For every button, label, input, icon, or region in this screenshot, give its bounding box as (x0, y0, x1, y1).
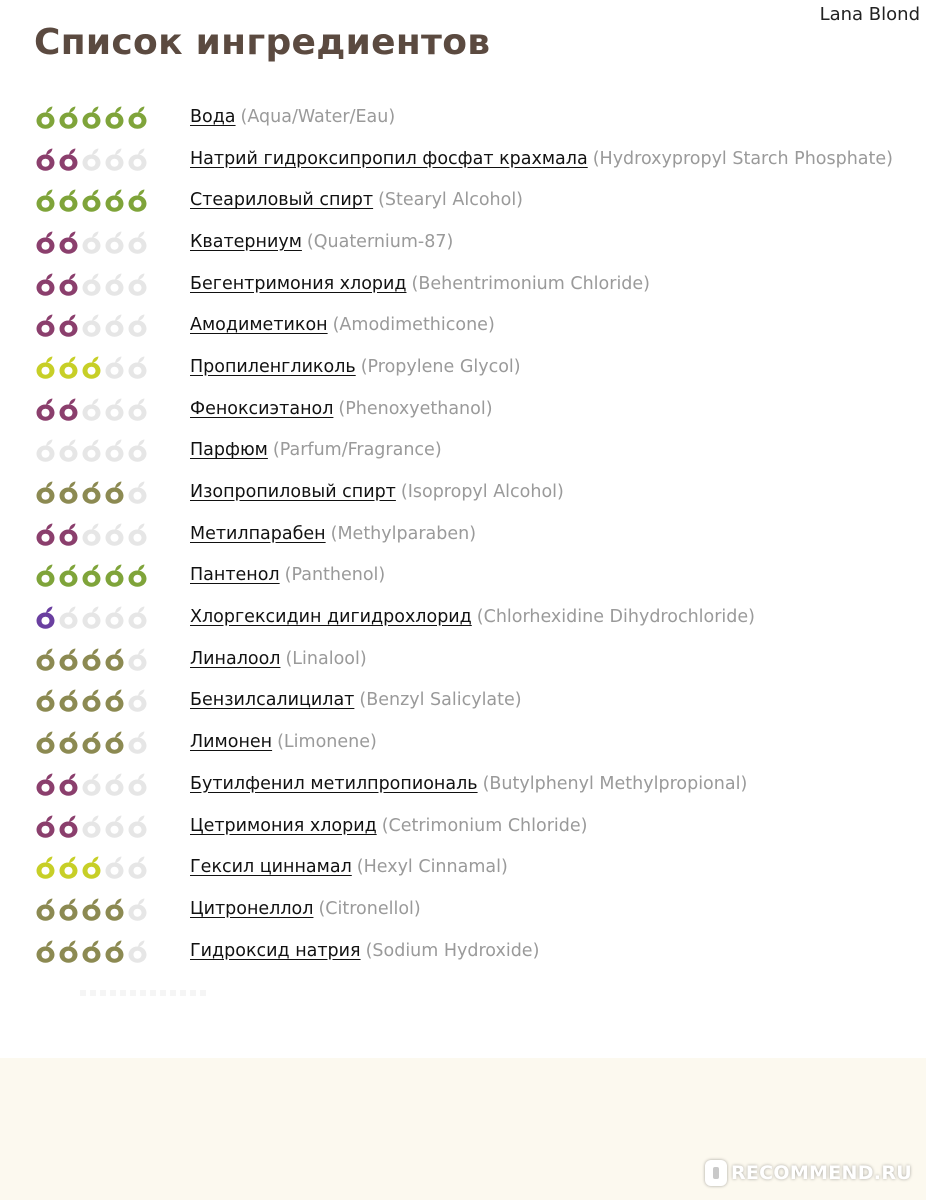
rating-apple-empty-icon (57, 437, 80, 463)
rating-apple-empty-icon (126, 604, 149, 630)
rating-apple-filled-icon (34, 187, 57, 213)
ingredient-name-link[interactable]: Бегентримония хлорид (190, 273, 407, 294)
ingredient-latin-name: (Sodium Hydroxide) (365, 940, 540, 961)
rating-apple-filled-icon (126, 562, 149, 588)
ingredient-latin-name: (Hexyl Cinnamal) (356, 857, 508, 878)
safety-rating (34, 646, 190, 672)
rating-apple-empty-icon (103, 854, 126, 880)
rating-apple-empty-icon (126, 229, 149, 255)
safety-rating (34, 312, 190, 338)
safety-rating (34, 229, 190, 255)
footer-area (0, 1058, 926, 1200)
ingredient-row (34, 638, 914, 680)
rating-apple-filled-icon (57, 354, 80, 380)
rating-apple-filled-icon (57, 938, 80, 964)
rating-apple-empty-icon (80, 396, 103, 422)
rating-apple-filled-icon (57, 646, 80, 672)
ingredient-name-link[interactable]: Бутилфенил метилпропиональ (190, 773, 478, 794)
rating-apple-filled-icon (80, 854, 103, 880)
safety-rating (34, 354, 190, 380)
safety-rating (34, 187, 190, 213)
rating-apple-filled-icon (34, 604, 57, 630)
ingredient-row (34, 888, 914, 930)
rating-apple-filled-icon (103, 187, 126, 213)
rating-apple-empty-icon (126, 938, 149, 964)
rating-apple-empty-icon (126, 146, 149, 172)
ingredient-name-link[interactable]: Лимонен (190, 732, 273, 753)
rating-apple-filled-icon (34, 646, 57, 672)
rating-apple-filled-icon (34, 354, 57, 380)
ingredient-row (34, 763, 914, 805)
ingredient-latin-name: (Methylparaben) (330, 523, 477, 544)
rating-apple-filled-icon (103, 729, 126, 755)
ingredient-row (34, 430, 914, 472)
rating-apple-filled-icon (57, 854, 80, 880)
ingredient-row (34, 221, 914, 263)
rating-apple-empty-icon (126, 729, 149, 755)
rating-apple-filled-icon (57, 479, 80, 505)
rating-apple-empty-icon (103, 771, 126, 797)
ingredient-name-link[interactable]: Парфюм (190, 440, 268, 461)
safety-rating (34, 271, 190, 297)
ingredient-row (34, 930, 914, 972)
rating-apple-filled-icon (57, 104, 80, 130)
rating-apple-filled-icon (57, 729, 80, 755)
rating-apple-empty-icon (126, 646, 149, 672)
ingredient-name-link[interactable]: Амодиметикон (190, 315, 328, 336)
ingredient-row (34, 471, 914, 513)
rating-apple-filled-icon (34, 229, 57, 255)
safety-rating (34, 687, 190, 713)
rating-apple-filled-icon (103, 938, 126, 964)
rating-apple-empty-icon (126, 396, 149, 422)
ingredient-name-link[interactable]: Пантенол (190, 565, 280, 586)
rating-apple-empty-icon (103, 271, 126, 297)
ingredient-name-link[interactable]: Хлоргексидин дигидрохлорид (190, 607, 472, 628)
safety-rating (34, 521, 190, 547)
rating-apple-filled-icon (57, 146, 80, 172)
rating-apple-filled-icon (57, 312, 80, 338)
rating-apple-empty-icon (126, 771, 149, 797)
rating-apple-filled-icon (34, 271, 57, 297)
safety-rating (34, 479, 190, 505)
rating-apple-empty-icon (103, 229, 126, 255)
rating-apple-filled-icon (80, 687, 103, 713)
safety-rating (34, 562, 190, 588)
ingredient-row (34, 304, 914, 346)
rating-apple-filled-icon (57, 396, 80, 422)
rating-apple-empty-icon (126, 687, 149, 713)
rating-apple-filled-icon (57, 771, 80, 797)
ingredient-list (34, 96, 914, 971)
ingredient-row (34, 138, 914, 180)
rating-apple-empty-icon (80, 312, 103, 338)
safety-rating (34, 896, 190, 922)
ingredient-latin-name: (Hydroxypropyl Starch Phosphate) (592, 148, 893, 169)
safety-rating (34, 396, 190, 422)
rating-apple-filled-icon (57, 896, 80, 922)
rating-apple-empty-icon (126, 479, 149, 505)
rating-apple-filled-icon (103, 562, 126, 588)
rating-apple-empty-icon (126, 271, 149, 297)
rating-apple-empty-icon (80, 521, 103, 547)
rating-apple-empty-icon (126, 896, 149, 922)
safety-rating (34, 146, 190, 172)
ingredient-name-link[interactable]: Натрий гидроксипропил фосфат крахмала (190, 148, 588, 169)
ingredient-name-link[interactable]: Феноксиэтанол (190, 398, 334, 419)
ingredient-latin-name: (Cetrimonium Chloride) (381, 815, 588, 836)
rating-apple-filled-icon (34, 396, 57, 422)
rating-apple-empty-icon (103, 312, 126, 338)
rating-apple-empty-icon (80, 229, 103, 255)
rating-apple-filled-icon (34, 562, 57, 588)
rating-apple-filled-icon (57, 687, 80, 713)
rating-apple-empty-icon (80, 437, 103, 463)
rating-apple-filled-icon (80, 104, 103, 130)
ingredient-row (34, 721, 914, 763)
rating-apple-empty-icon (103, 146, 126, 172)
safety-rating (34, 938, 190, 964)
rating-apple-filled-icon (34, 813, 57, 839)
rating-apple-filled-icon (80, 479, 103, 505)
ingredient-latin-name: (Chlorhexidine Dihydrochloride) (476, 607, 755, 628)
rating-apple-empty-icon (103, 813, 126, 839)
ingredient-name-link[interactable]: Цитронеллол (190, 898, 314, 919)
rating-apple-filled-icon (57, 271, 80, 297)
rating-apple-filled-icon (80, 938, 103, 964)
rating-apple-empty-icon (103, 354, 126, 380)
ingredient-row (34, 846, 914, 888)
rating-apple-filled-icon (57, 521, 80, 547)
rating-apple-filled-icon (34, 312, 57, 338)
safety-rating (34, 813, 190, 839)
rating-apple-filled-icon (103, 896, 126, 922)
rating-apple-filled-icon (34, 521, 57, 547)
rating-apple-filled-icon (34, 479, 57, 505)
author-name[interactable]: Lana Blond (819, 4, 920, 25)
ingredient-row (34, 596, 914, 638)
ingredient-name-link[interactable]: Вода (190, 106, 236, 127)
ingredient-row (34, 555, 914, 597)
recommend-logo-icon (705, 1160, 727, 1186)
rating-apple-empty-icon (126, 521, 149, 547)
rating-apple-empty-icon (126, 437, 149, 463)
safety-rating (34, 771, 190, 797)
rating-apple-filled-icon (80, 896, 103, 922)
rating-apple-empty-icon (126, 354, 149, 380)
ingredient-name-link[interactable]: Гидроксид натрия (190, 940, 361, 961)
watermark-text: RECOMMEND.RU (730, 1162, 912, 1184)
ingredient-latin-name: (Isopropyl Alcohol) (400, 482, 564, 503)
rating-apple-filled-icon (34, 854, 57, 880)
rating-apple-empty-icon (103, 521, 126, 547)
rating-apple-filled-icon (34, 896, 57, 922)
ingredient-row (34, 179, 914, 221)
ingredient-row (34, 96, 914, 138)
rating-apple-empty-icon (103, 396, 126, 422)
ingredient-name-link[interactable]: Бензилсалицилат (190, 690, 355, 711)
ingredient-latin-name: (Linalool) (285, 648, 367, 669)
safety-rating (34, 604, 190, 630)
ingredient-latin-name: (Citronellol) (318, 898, 421, 919)
rating-apple-empty-icon (126, 312, 149, 338)
ingredient-row (34, 346, 914, 388)
rating-apple-empty-icon (126, 854, 149, 880)
rating-apple-empty-icon (57, 604, 80, 630)
ingredient-latin-name: (Behentrimonium Chloride) (411, 273, 651, 294)
rating-apple-filled-icon (34, 771, 57, 797)
rating-apple-filled-icon (80, 562, 103, 588)
safety-rating (34, 437, 190, 463)
rating-apple-empty-icon (103, 437, 126, 463)
ingredient-row (34, 388, 914, 430)
ingredient-name-link[interactable]: Изопропиловый спирт (190, 482, 396, 503)
rating-apple-filled-icon (57, 187, 80, 213)
rating-apple-filled-icon (103, 104, 126, 130)
rating-apple-filled-icon (103, 646, 126, 672)
ingredient-row (34, 680, 914, 722)
rating-apple-filled-icon (80, 729, 103, 755)
ingredient-latin-name: (Amodimethicone) (332, 315, 495, 336)
rating-apple-empty-icon (103, 604, 126, 630)
ingredient-latin-name: (Stearyl Alcohol) (378, 190, 524, 211)
rating-apple-filled-icon (34, 146, 57, 172)
rating-apple-filled-icon (80, 646, 103, 672)
recommend-watermark (705, 1160, 912, 1186)
ingredient-row (34, 513, 914, 555)
rating-apple-empty-icon (126, 813, 149, 839)
ingredient-row (34, 263, 914, 305)
ingredient-latin-name: (Panthenol) (284, 565, 386, 586)
ingredient-name-link[interactable]: Стеариловый спирт (190, 190, 374, 211)
rating-apple-filled-icon (57, 562, 80, 588)
rating-apple-empty-icon (80, 146, 103, 172)
rating-apple-empty-icon (80, 604, 103, 630)
ingredient-name-link[interactable]: Линалоол (190, 648, 281, 669)
ingredient-latin-name: (Limonene) (277, 732, 377, 753)
rating-apple-filled-icon (34, 104, 57, 130)
ingredient-name-link[interactable]: Кватерниум (190, 231, 302, 252)
ingredient-latin-name: (Quaternium-87) (306, 231, 454, 252)
page-title: Список ингредиентов (34, 22, 491, 63)
faded-divider (80, 990, 210, 996)
ingredient-row (34, 805, 914, 847)
ingredient-name-link[interactable]: Пропиленгликоль (190, 356, 356, 377)
safety-rating (34, 854, 190, 880)
rating-apple-empty-icon (80, 813, 103, 839)
ingredient-latin-name: (Aqua/Water/Eau) (240, 106, 396, 127)
safety-rating (34, 729, 190, 755)
ingredient-latin-name: (Butylphenyl Methylpropional) (482, 773, 748, 794)
ingredient-latin-name: (Parfum/Fragrance) (272, 440, 442, 461)
rating-apple-filled-icon (80, 187, 103, 213)
ingredient-name-link[interactable]: Метилпарабен (190, 523, 326, 544)
rating-apple-filled-icon (126, 187, 149, 213)
rating-apple-filled-icon (103, 479, 126, 505)
ingredient-name-link[interactable]: Гексил циннамал (190, 857, 352, 878)
rating-apple-filled-icon (80, 354, 103, 380)
rating-apple-empty-icon (34, 437, 57, 463)
ingredient-latin-name: (Phenoxyethanol) (338, 398, 493, 419)
rating-apple-filled-icon (34, 687, 57, 713)
rating-apple-filled-icon (57, 813, 80, 839)
safety-rating (34, 104, 190, 130)
rating-apple-filled-icon (126, 104, 149, 130)
ingredient-latin-name: (Propylene Glycol) (360, 356, 521, 377)
ingredient-latin-name: (Benzyl Salicylate) (359, 690, 522, 711)
rating-apple-filled-icon (57, 229, 80, 255)
rating-apple-filled-icon (34, 729, 57, 755)
rating-apple-filled-icon (103, 687, 126, 713)
rating-apple-empty-icon (80, 771, 103, 797)
rating-apple-filled-icon (34, 938, 57, 964)
rating-apple-empty-icon (80, 271, 103, 297)
ingredient-name-link[interactable]: Цетримония хлорид (190, 815, 377, 836)
